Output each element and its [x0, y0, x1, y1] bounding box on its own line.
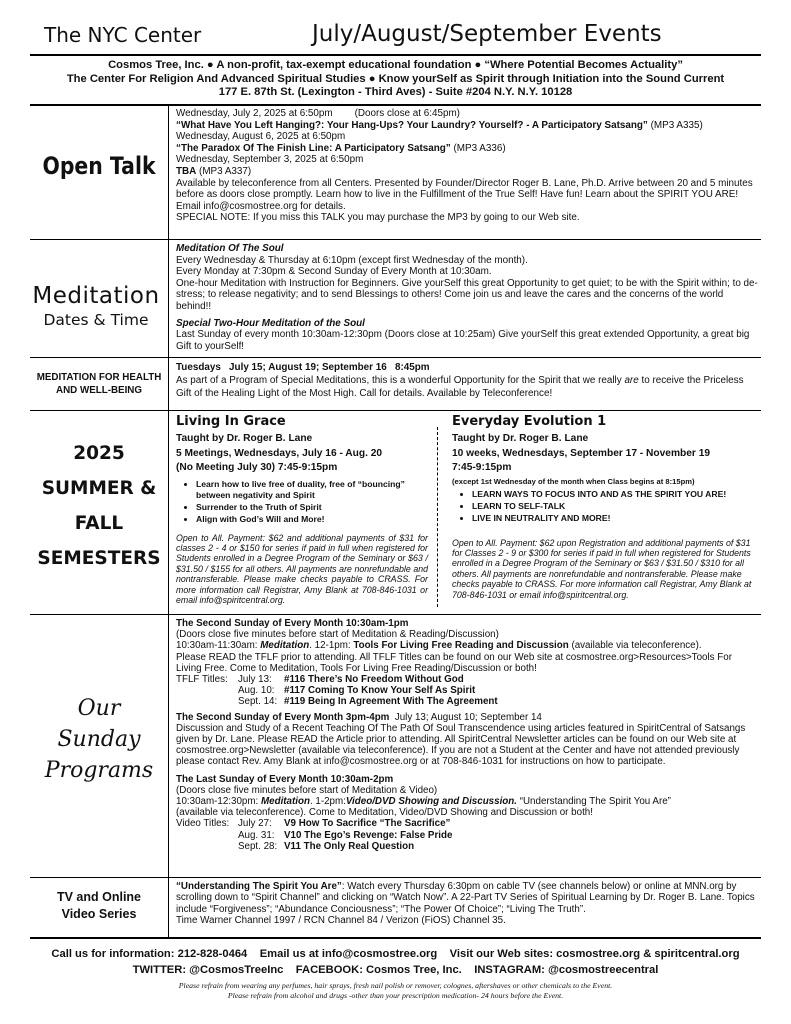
- open-talk-date-2: Wednesday, August 6, 2025 at 6:50pm: [176, 131, 346, 143]
- meditation-schedule-2: Every Monday at 7:30pm & Second Sunday of Every Month at 10:30am.: [176, 266, 492, 278]
- tv-label: [30, 889, 168, 923]
- talk-title: “What Have You Left Hanging?: Your Hang-Ups? Your Laundry? Yourself? - A Participatory Satsang”: [176, 119, 648, 131]
- title-date: Sept. 28:: [238, 840, 278, 852]
- course-note: (except 1st Wednesday of the month when Class begins at 8:15pm): [452, 476, 695, 486]
- course-schedule-2: 7:45-9:15pm: [452, 462, 512, 473]
- health-label: [30, 371, 168, 397]
- footer-note-1: Please refrain from wearing any perfumes, hair sprays, fresh nail polish or remover, colognes, aftershaves or other chemicals to the Event.: [178, 981, 613, 990]
- course-title: Everyday Evolution 1: [452, 414, 607, 429]
- footer-note-2: Please refrain from alcohol and drugs -other than your prescription medication- 24 hours before the Event.: [227, 990, 564, 1000]
- mp3-code: (MP3 A335): [647, 119, 703, 131]
- meditation-label: [24, 283, 168, 329]
- title-date: July 27:: [238, 818, 272, 830]
- meditation-content: [176, 243, 758, 352]
- title-row: [238, 818, 452, 829]
- open-talk-title-1: [176, 120, 758, 132]
- course-schedule: 5 Meetings, Wednesdays, July 16 - Aug. 20: [176, 447, 383, 459]
- footer-contact: Call us for information: 212-828-0464 Email us at info@cosmostree.org Visit our Web sites: cosmostree.org & spiritcentral.org: [51, 948, 740, 960]
- health-content: [176, 361, 758, 401]
- tv-description: [176, 881, 760, 915]
- tflf-titles: [176, 674, 760, 708]
- section-heading: The Second Sunday of Every Month 3pm-4pm: [176, 711, 390, 723]
- header-divider: [30, 54, 761, 56]
- divider: [30, 239, 761, 240]
- semesters-label: [30, 436, 168, 576]
- series-text: “Understanding The Spirit You Are”: [517, 796, 671, 808]
- semesters-label-3: FALL: [74, 513, 124, 534]
- open-talk-label: Open Talk: [42, 152, 156, 180]
- mp3-code: (MP3 A337): [196, 165, 252, 177]
- course-title: Living In Grace: [176, 414, 286, 429]
- title-name: #116 There’s No Freedom Without God: [284, 674, 464, 686]
- divider: [30, 104, 761, 106]
- everyday-evolution-card: [452, 414, 760, 600]
- mission-line-1: Cosmos Tree, Inc. ● A non-profit, tax-exempt educational foundation ● “Where Potential Becomes Actuality”: [108, 59, 683, 71]
- open-talk-content: [176, 108, 758, 224]
- mission-line-2: The Center For Religion And Advanced Spiritual Studies ● Know yourSelf as Spirit through Initiation into the Sound Current: [66, 72, 725, 85]
- sunday-section-1-doors: (Doors close five minutes before start of Meditation & Reading/Discussion): [176, 629, 499, 641]
- sunday-section-2-description: Discussion and Study of a Recent Teaching Of The Path Of Soul Transcendence using articles featured in SpiritCentral of Satsangs given by Dr. Lane. Please READ the Article prior to attending. All SpiritCentral Newsletter articles can be found on our Web site at cosmostree.org>Newsletter (available via teleconference). If you are not a Student at the Center and have not attended previously please contact Rev. Amy Blank at info@cosmostree.org or at 708-846-1031 for instructions on how to participate.: [176, 722, 746, 768]
- semesters-label-1: 2025: [73, 443, 125, 464]
- meditation-text: Meditation: [260, 796, 310, 808]
- meditation-label-1: Meditation: [32, 283, 160, 309]
- sunday-label-1: Our: [77, 696, 121, 721]
- title-date: Aug. 31:: [238, 829, 275, 841]
- special-meditation-heading: Special Two-Hour Meditation of the Soul: [176, 317, 365, 329]
- tv-label-2: Video Series: [61, 907, 137, 921]
- sunday-section-1-description: Please READ the TFLF prior to attending. All TFLF Titles can be found on our Web site at cosmostree.org>Resources>Tools For Living Free. Come to Meditation, Tools For Living Free Reading/Discussion or both!: [176, 651, 732, 674]
- divider: [30, 614, 761, 615]
- health-dates: Tuesdays July 15; August 19; September 16 8:45pm: [176, 362, 430, 373]
- meditation-description: One-hour Meditation with Instruction for Beginners. Give yourSelf this great Opportunity to get quiet; to be with the Spirit within; to de-stress; to release negativity; and to send Blessings to others! Come join us and leave the cares and the concerns of the world behind!!: [176, 277, 758, 312]
- course-teacher: Taught by Dr. Roger B. Lane: [176, 433, 313, 444]
- open-talk-title-3: [176, 166, 758, 178]
- health-label-2: AND WELL-BEING: [56, 385, 142, 396]
- time-text: 10:30am-12:30pm:: [176, 796, 261, 808]
- divider: [30, 877, 761, 878]
- meditation-schedule-1: Every Wednesday & Thursday at 6:10pm (except first Wednesday of the month).: [176, 254, 528, 266]
- video-titles-label: Video Titles:: [176, 818, 230, 830]
- tv-label-1: TV and Online: [56, 890, 142, 904]
- title-date: Aug. 10:: [238, 685, 275, 697]
- course-payment: Open to All. Payment: $62 and additional payments of $31 for classes 2 - 4 or $150 for series if paid in full when registered for Students enrolled in a Degree Program of the Seminary or $63 / $31.50 / $155 for all others. All payments are nonrefundable and nontransferable. Please make checks payable to CRASS. For more information call Registrar, Amy Blank at 708-846-1031 or email info@spiritcentral.org.: [176, 532, 428, 605]
- footer-contact-block: [30, 946, 761, 978]
- tv-channels: Time Warner Channel 1997 / RCN Channel 84 / Verizon (FiOS) Channel 35.: [176, 915, 506, 927]
- talk-title: “The Paradox Of The Finish Line: A Participatory Satsang”: [176, 142, 451, 154]
- semester-divider: [437, 427, 439, 607]
- divider: [30, 410, 761, 411]
- title-row: [238, 841, 452, 852]
- health-text: to receive the Priceless Gift of the Healing Light of the Most High. Call for details. Available by Teleconference!: [176, 375, 744, 400]
- section-dates: July 13; August 10; September 14: [389, 711, 542, 723]
- tv-text: : Watch every Thursday 6:30pm on cable TV (see channels below) or online at MNN.org by scrolling down to “Spirit Channel” and clicking on “Watch Now”. A 22-Part TV Series of Spiritual Learning by Dr. Roger B. Lane. Topics include “Forgiveness”; “Abundance Conciousness”; “The Power Of Choice”; “Living The Truth”.: [176, 881, 755, 915]
- mp3-code: (MP3 A336): [450, 142, 506, 154]
- sunday-section-3-heading: The Last Sunday of Every Month 10:30am-2pm: [176, 773, 394, 785]
- title-row: [238, 830, 452, 841]
- org-name: The NYC Center: [44, 23, 202, 47]
- time-text: 10:30am-11:30am:: [176, 640, 261, 652]
- sunday-label-3: Programs: [44, 758, 154, 783]
- sunday-section-1-heading: The Second Sunday of Every Month 10:30am-1pm: [176, 618, 409, 629]
- meditation-heading: Meditation Of The Soul: [176, 243, 284, 254]
- special-meditation-description: Last Sunday of every month 10:30am-12:30pm (Doors close at 10:25am) Give yourSelf this great extended Opportunity, a great big Gift to yourSelf!: [176, 329, 750, 352]
- title-name: V11 The Only Real Question: [284, 840, 415, 852]
- course-payment: Open to All. Payment: $62 upon Registration and additional payments of $31 for Classes 2 - 9 or $300 for series if paid in full when registered for Students enrolled in a Degree Program of the Seminary or $63 / $31.50 / $310 for all others. All payments are nonrefundable and nontransferable. Please make checks payable to CRASS. For more information call Registrar, Amy Blank at 708-846-1031 or email info@spiritcentral.org.: [452, 537, 752, 600]
- mission-line-3: 177 E. 87th St. (Lexington - Third Aves) - Suite #204 N.Y. N.Y. 10128: [218, 86, 573, 98]
- video-titles-list: [238, 818, 452, 852]
- bullet-item: • Surrender to the Truth of Spirit: [196, 502, 428, 513]
- video-titles: [176, 818, 760, 852]
- sunday-section-3-schedule: [176, 796, 760, 807]
- open-talk-description: Available by teleconference from all Centers. Presented by Founder/Director Roger B. Lane, Ph.D. Arrive between 20 and 5 minutes before as doors close promptly. Learn how to live in the Fulfillment of the True Self! Have fun! Learn about the SPIRIT YOU ARE! Email info@cosmostree.org for details.: [176, 177, 753, 212]
- course-schedule-2: (No Meeting July 30) 7:45-9:15pm: [176, 462, 338, 473]
- open-talk-title-2: [176, 143, 758, 155]
- title-name: V9 How To Sacrifice “The Sacrifice”: [284, 818, 451, 830]
- sunday-section-3-description: (available via teleconference). Come to Meditation, Video/DVD Showing and Discussion or both!: [176, 807, 593, 819]
- course-bullets: [176, 479, 428, 525]
- course-schedule: 10 weeks, Wednesdays, September 17 - November 19: [452, 447, 711, 459]
- health-description: [176, 374, 758, 400]
- semesters-label-2: SUMMER &: [41, 478, 157, 499]
- sunday-label: [30, 693, 168, 786]
- divider: [30, 357, 761, 358]
- semesters-label-4: SEMESTERS: [37, 548, 161, 569]
- talk-title: TBA: [176, 165, 197, 177]
- title-date: July 13:: [238, 674, 272, 686]
- footer-social: TWITTER: @CosmosTreeInc FACEBOOK: Cosmos Tree, Inc. INSTAGRAM: @cosmostreecentral: [132, 964, 659, 976]
- bullet-item: • Align with God’s Will and More!: [196, 514, 428, 525]
- sunday-section-2-heading: [176, 712, 760, 723]
- time-text: . 12-1pm:: [309, 640, 354, 652]
- open-talk-date-1: Wednesday, July 2, 2025 at 6:50pm (Doors close at 6:45pm): [176, 108, 460, 119]
- page-title: July/August/September Events: [312, 21, 662, 47]
- health-label-1: MEDITATION FOR HEALTH: [36, 372, 162, 383]
- sunday-section-1-schedule: [176, 640, 760, 651]
- video-text: Video/DVD Showing and Discussion.: [345, 796, 517, 808]
- meditation-label-2: Dates & Time: [43, 311, 149, 329]
- footer-notes: [30, 981, 761, 1000]
- health-emphasis: are: [624, 375, 639, 387]
- sunday-label-2: Sunday: [57, 727, 141, 752]
- bullet-item: • LIVE IN NEUTRALITY AND MORE!: [472, 513, 760, 524]
- title-row: [238, 696, 498, 707]
- tflf-titles-list: [238, 674, 498, 708]
- time-text: . 1-2pm:: [309, 796, 346, 808]
- divider: [30, 937, 761, 939]
- title-row: [238, 674, 498, 685]
- health-text: As part of a Program of Special Meditations, this is a wonderful Opportunity for the Spirit that we really: [176, 375, 625, 387]
- course-bullets: [452, 489, 760, 524]
- tflf-titles-label: TFLF Titles:: [176, 674, 228, 686]
- title-date: Sept. 14:: [238, 696, 278, 708]
- title-name: V10 The Ego’s Revenge: False Pride: [284, 829, 453, 841]
- sunday-content: [176, 618, 760, 852]
- teleconference-text: (available via teleconference).: [568, 640, 702, 652]
- title-name: #119 Being In Agreement With The Agreement: [284, 696, 498, 708]
- bullet-item: • LEARN TO SELF-TALK: [472, 501, 760, 512]
- open-talk-special-note: SPECIAL NOTE: If you miss this TALK you may purchase the MP3 by going to our Web site.: [176, 212, 580, 224]
- reading-text: Tools For Living Free Reading and Discussion: [353, 640, 569, 652]
- tv-content: [176, 881, 760, 927]
- mission-block: [30, 59, 761, 100]
- tv-series-title: “Understanding The Spirit You Are”: [176, 881, 342, 892]
- course-teacher: Taught by Dr. Roger B. Lane: [452, 433, 589, 444]
- sunday-section-3-doors: (Doors close five minutes before start of Meditation & Video): [176, 784, 438, 796]
- column-divider: [168, 105, 169, 937]
- bullet-item: • Learn how to live free of duality, free of “bouncing” between negativity and Spirit: [196, 479, 428, 501]
- title-row: [238, 685, 498, 696]
- bullet-item: • LEARN WAYS TO FOCUS INTO AND AS THE SPIRIT YOU ARE!: [472, 489, 760, 500]
- open-talk-date-3: Wednesday, September 3, 2025 at 6:50pm: [176, 154, 364, 166]
- living-in-grace-card: [176, 414, 428, 605]
- title-name: #117 Coming To Know Your Self As Spirit: [284, 685, 476, 697]
- meditation-text: Meditation: [260, 640, 310, 652]
